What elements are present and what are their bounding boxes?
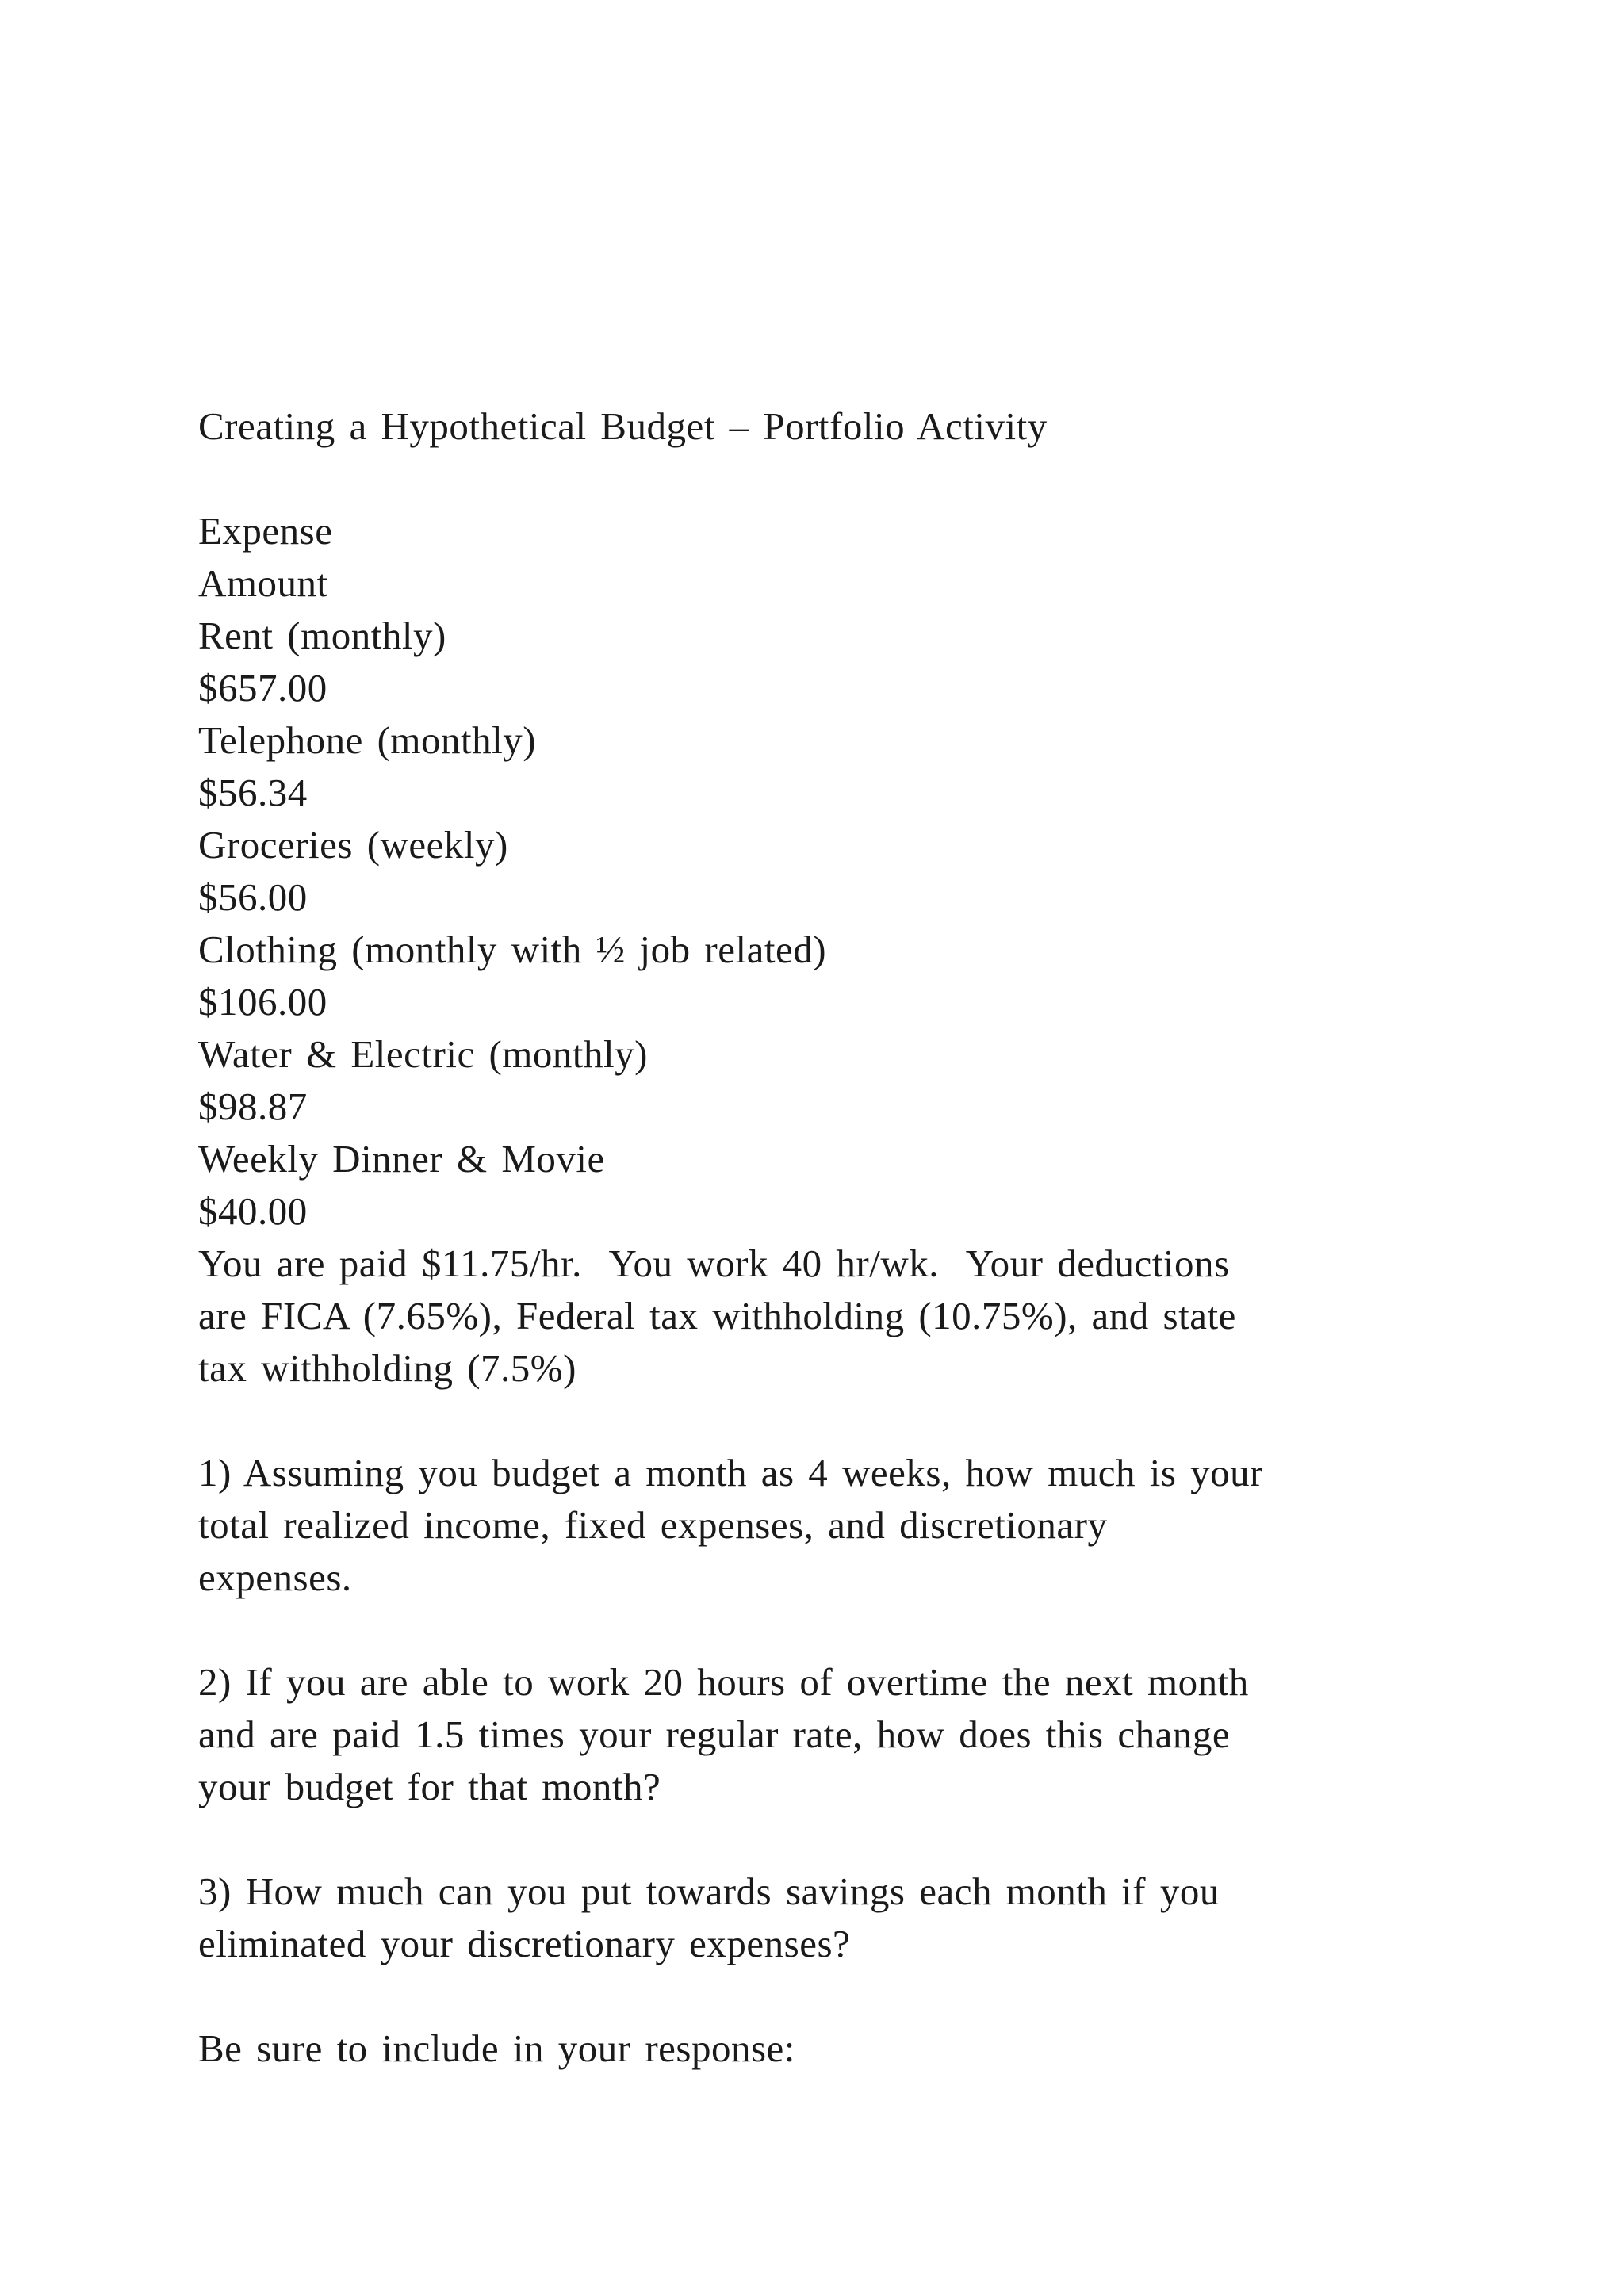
expense-name-telephone: Telephone (monthly) [198, 718, 537, 762]
expense-name-dinner-movie: Weekly Dinner & Movie [198, 1137, 605, 1181]
expense-name-water-electric: Water & Electric (monthly) [198, 1032, 648, 1076]
expense-amount-water-electric: $98.87 [198, 1085, 308, 1128]
blank-line [198, 1970, 1467, 2022]
document-body [198, 400, 1467, 2075]
expense-name-groceries: Groceries (weekly) [198, 823, 508, 867]
blank-line [198, 1813, 1467, 1866]
blank-line [198, 453, 1467, 505]
expense-amount-clothing: $106.00 [198, 980, 327, 1024]
pay-info-line: You are paid $11.75/hr. You work 40 hr/wk. Your deductions [198, 1242, 1230, 1285]
pay-info-line: tax withholding (7.5%) [198, 1346, 576, 1390]
expense-name-rent: Rent (monthly) [198, 614, 446, 657]
question-3-line: 3) How much can you put towards savings each month if you [198, 1869, 1220, 1913]
expense-amount-dinner-movie: $40.00 [198, 1189, 308, 1233]
question-2-line: your budget for that month? [198, 1765, 661, 1808]
expense-amount-groceries: $56.00 [198, 875, 308, 919]
question-2-line: and are paid 1.5 times your regular rate, how does this change [198, 1712, 1231, 1756]
blank-line [198, 1395, 1467, 1447]
table-header-amount: Amount [198, 561, 328, 605]
question-1-line: total realized income, fixed expenses, and discretionary [198, 1503, 1108, 1547]
blank-line [198, 1604, 1467, 1656]
question-3-line: eliminated your discretionary expenses? [198, 1922, 851, 1965]
expense-amount-rent: $657.00 [198, 666, 327, 710]
pay-info-line: are FICA (7.65%), Federal tax withholding (10.75%), and state [198, 1294, 1236, 1337]
question-1-line: expenses. [198, 1556, 352, 1599]
question-1-line: 1) Assuming you budget a month as 4 weeks, how much is your [198, 1451, 1263, 1494]
expense-name-clothing: Clothing (monthly with ½ job related) [198, 928, 827, 971]
question-2-line: 2) If you are able to work 20 hours of overtime the next month [198, 1660, 1249, 1704]
expense-amount-telephone: $56.34 [198, 771, 308, 814]
document-title: Creating a Hypothetical Budget – Portfolio Activity [198, 404, 1048, 448]
table-header-expense: Expense [198, 509, 333, 553]
closing-instruction: Be sure to include in your response: [198, 2026, 795, 2070]
